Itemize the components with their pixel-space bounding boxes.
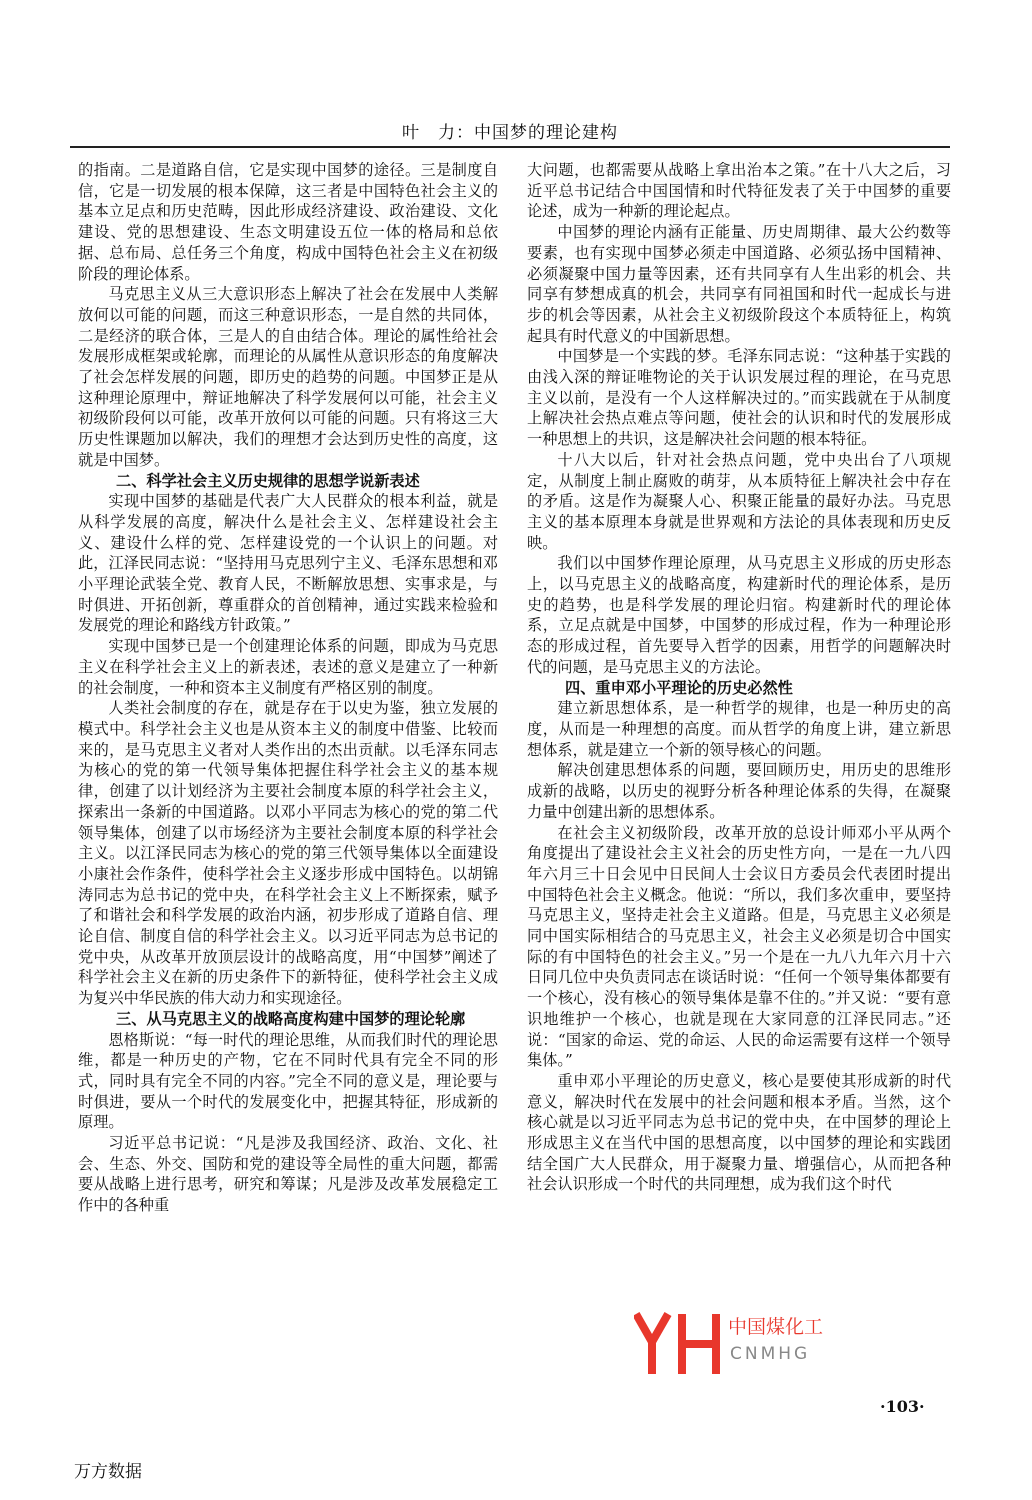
- paragraph: 实现中国梦已是一个创建理论体系的问题，即成为马克思主义在科学社会主义上的新表述，表述的意义是建立了一种新的社会制度，一种和资本主义制度有严格区别的制度。: [78, 637, 498, 697]
- page-number: ·103·: [880, 1397, 925, 1416]
- paragraph: 我们以中国梦作理论原理，从马克思主义形成的历史形态上，以马克思主义的战略高度，构建新时代的理论体系，是历史的趋势，也是科学发展的理论归宿。构建新时代的理论体系，立足点就是中国梦，中国梦的形成过程，作为一种理论形态的形成过程，首先要导入哲学的因素，用哲学的问题解决时代的问题，是马克思主义的方法论。: [527, 554, 951, 676]
- right-column: [527, 160, 951, 1195]
- paragraph: 马克思主义从三大意识形态上解决了社会在发展中人类解放何以可能的问题，而这三种意识形态，一是自然的共同体，二是经济的联合体，三是人的自由结合体。理论的属性给社会发展形成框架或轮廓，而理论的从属性从意识形态的角度解决了社会怎样发展的问题，即历史的趋势的问题。中国梦正是从这种理论原理中，辩证地解决了科学发展何以可能，社会主义初级阶段何以可能，改革开放何以可能的问题。只有将这三大历史性课题加以解决，我们的理想才会达到历史性的高度，这就是中国梦。: [78, 285, 498, 469]
- paragraph: 解决创建思想体系的问题，要回顾历史，用历史的思维形成新的战略，以历史的视野分析各种理论体系的失得，在凝聚力量中创建出新的思想体系。: [527, 761, 951, 821]
- watermark-english-text: CNMHG: [730, 1344, 811, 1364]
- paragraph: 人类社会制度的存在，就是存在于以史为鉴，独立发展的模式中。科学社会主义也是从资本主义的制度中借鉴、比较而来的，是马克思主义者对人类作出的杰出贡献。以毛泽东同志为核心的党的第一代领导集体把握住科学社会主义的基本规律，创建了以计划经济为主要社会制度本原的科学社会主义，探索出一条新的中国道路。以邓小平同志为核心的党的第二代领导集体，创建了以市场经济为主要社会制度本原的科学社会主义。以江泽民同志为核心的党的第三代领导集体以全面建设小康社会作条件，使科学社会主义逐步形成中国特色。以胡锦涛同志为总书记的党中央，在科学社会主义上不断探索，赋予了和谐社会和科学发展的政治内涵，初步形成了道路自信、理论自信、制度自信的科学社会主义。以习近平同志为总书记的党中央，从改革开放顶层设计的战略高度，用“中国梦”阐述了科学社会主义在新的历史条件下的新特征，使科学社会主义成为复兴中华民族的伟大动力和实现途径。: [78, 699, 498, 1008]
- paragraph: 的指南。二是道路自信，它是实现中国梦的途径。三是制度自信，它是一切发展的根本保障，这三者是中国特色社会主义的基本立足点和历史范畴，因此形成经济建设、政治建设、文化建设、党的思想建设、生态文明建设五位一体的格局和总依据、总布局、总任务三个角度，构成中国特色社会主义在初级阶段的理论体系。: [78, 161, 498, 283]
- watermark-chinese-text: 中国煤化工: [726, 1312, 825, 1339]
- watermark: [634, 1310, 834, 1380]
- paragraph: 十八大以后，针对社会热点问题，党中央出台了八项规定，从制度上制止腐败的萌芽，从本质特征上解决社会中存在的矛盾。这是作为凝聚人心、积聚正能量的最好办法。马克思主义的基本原理本身就是世界观和方法论的具体表现和历史反映。: [527, 450, 951, 552]
- paragraph: 重申邓小平理论的历史意义，核心是要使其形成新的时代意义，解决时代在发展中的社会问题和根本矛盾。当然，这个核心就是以习近平同志为总书记的党中央，在中国梦的理论上形成思主义在当代中国的思想高度，以中国梦的理论和实践团结全国广大人民群众，用于凝聚力量、增强信心，从而把各种社会认识形成一个时代的共同理想，成为我们这个时代: [527, 1071, 951, 1194]
- left-column: [78, 160, 498, 1216]
- watermark-logo-icon: [634, 1312, 724, 1376]
- section-heading: 四、重申邓小平理论的历史必然性: [565, 678, 793, 697]
- section-heading: 二、科学社会主义历史规律的思想学说新表述: [116, 471, 420, 490]
- paragraph: 习近平总书记说：“凡是涉及我国经济、政治、文化、社会、生态、外交、国防和党的建设等全局性的重大问题，都需要从战略上进行思考，研究和筹谋；凡是涉及改革发展稳定工作中的各种重: [78, 1134, 498, 1215]
- running-header: 叶 力：中国梦的理论建构: [402, 123, 618, 143]
- header-rule: [70, 146, 950, 148]
- paragraph: 恩格斯说：“每一时代的理论思维，从而我们时代的理论思维，都是一种历史的产物，它在不同时代具有完全不同的形式，同时具有完全不同的内容。”完全不同的意义是，理论要与时俱进，要从一个时代的发展变化中，把握其特征，形成新的原理。: [78, 1030, 498, 1132]
- footer-source: 万方数据: [74, 1462, 142, 1482]
- paragraph: 大问题，也都需要从战略上拿出治本之策。”在十八大之后，习近平总书记结合中国国情和时代特征发表了关于中国梦的重要论述，成为一种新的理论起点。: [527, 161, 951, 221]
- paragraph: 实现中国梦的基础是代表广大人民群众的根本利益，就是从科学发展的高度，解决什么是社会主义、怎样建设社会主义、建设什么样的党、怎样建设党的一个认识上的问题。对此，江泽民同志说：“坚持用马克思列宁主义、毛泽东思想和邓小平理论武装全党、教育人民，不断解放思想、实事求是，与时俱进、开拓创新，尊重群众的首创精神，通过实践来检验和发展党的理论和路线方针政策。”: [78, 492, 498, 635]
- paragraph: 中国梦的理论内涵有正能量、历史周期律、最大公约数等要素，也有实现中国梦必须走中国道路、必须弘扬中国精神、必须凝聚中国力量等因素，还有共同享有人生出彩的机会、共同享有梦想成真的机会，共同享有同祖国和时代一起成长与进步的机会等因素，从社会主义初级阶段这个本质特征上，构筑起具有时代意义的中国新思想。: [527, 223, 951, 345]
- paragraph: 建立新思想体系，是一种哲学的规律，也是一种历史的高度，从而是一种理想的高度。而从哲学的角度上讲，建立新思想体系，就是建立一个新的领导核心的问题。: [527, 699, 951, 759]
- paragraph: 中国梦是一个实践的梦。毛泽东同志说：“这种基于实践的由浅入深的辩证唯物论的关于认识发展过程的理论，在马克思主义以前，是没有一个人这样解决过的。”而实践就在于从制度上解决社会热点难点等问题，使社会的认识和时代的发展形成一种思想上的共识，这是解决社会问题的根本特征。: [527, 347, 951, 449]
- section-heading: 三、从马克思主义的战略高度构建中国梦的理论轮廓: [116, 1009, 466, 1028]
- paragraph: 在社会主义初级阶段，改革开放的总设计师邓小平从两个角度提出了建设社会主义社会的历史性方向，一是在一九八四年六月三十日会见中日民间人士会议日方委员会代表团时提出中国特色社会主义概念。他说：“所以，我们多次重申，要坚持马克思主义，坚持走社会主义道路。但是，马克思主义必须是同中国实际相结合的马克思主义，社会主义必须是切合中国实际的有中国特色的社会主义。”另一个是在一九八九年六月十六日同几位中央负责同志在谈话时说：“任何一个领导集体都要有一个核心，没有核心的领导集体是靠不住的。”并又说：“要有意识地维护一个核心，也就是现在大家同意的江泽民同志。”还说：“国家的命运、党的命运、人民的命运需要有这样一个领导集体。”: [527, 823, 951, 1070]
